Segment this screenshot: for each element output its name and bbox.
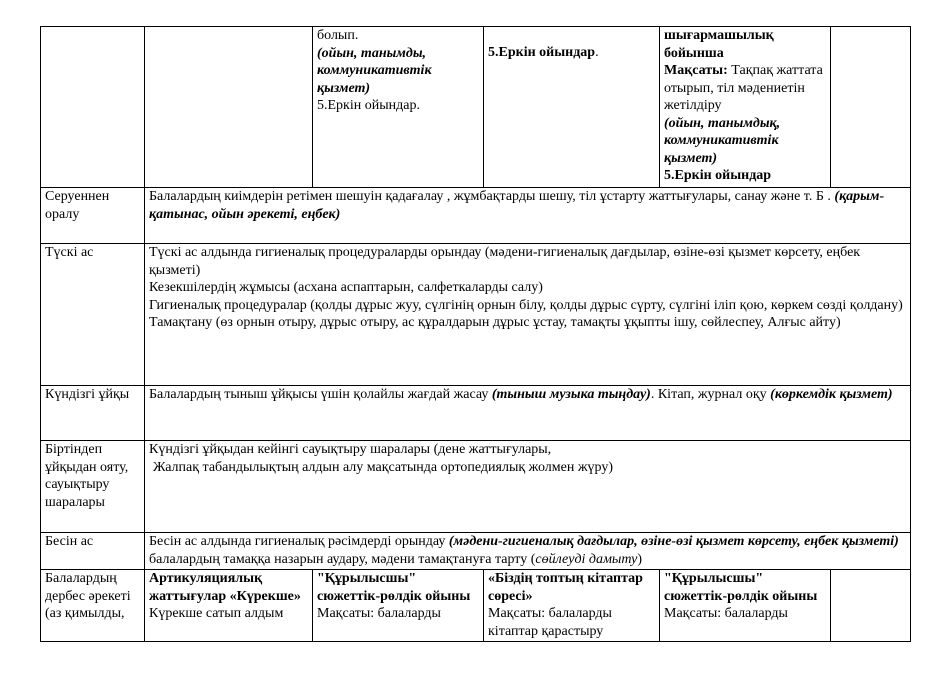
table-row-lunch xyxy=(41,244,911,386)
row-label: Біртіндеп ұйқыдан ояту, сауықтыру шаралары xyxy=(41,441,145,533)
row-content xyxy=(145,441,911,533)
cell-activity-5 xyxy=(660,570,831,642)
row-label: Түскі ас xyxy=(41,244,145,386)
cell-text: Бесін ас алдында гигиеналық рәсімдерді орындау xyxy=(149,534,449,549)
cell-text: Жалпақ табандылықтың алдын алу мақсатында ортопедиялық жолмен жүру) xyxy=(153,459,613,475)
goal-text: Тақпақ жаттата отырып, тіл мәдениетін жетілдіру xyxy=(664,63,823,113)
row-label: Серуеннен оралу xyxy=(41,188,145,244)
cell-activity-2 xyxy=(145,570,313,642)
cell-text: 5.Еркін ойындар. xyxy=(317,98,420,113)
table-row-nap xyxy=(41,386,911,441)
table-row-walk-return xyxy=(41,188,911,244)
cell-text: Тамақтану (өз орнын отыру, дұрыс отыру, ас құралдарын дұрыс ұстау, тамақты ұқыпты ішу, сөйлеспеу, Алғыс айту) xyxy=(149,315,841,330)
cell-activity-3 xyxy=(313,27,484,188)
activity-type: (ойын, танымды, коммуникативтік қызмет) xyxy=(317,45,432,96)
cell-text: Мақсаты: балаларды xyxy=(664,606,788,621)
activity-type: (көркемдік қызмет) xyxy=(770,387,893,402)
cell-text: болып. xyxy=(317,28,359,43)
row-content xyxy=(145,188,911,244)
cell-empty xyxy=(831,27,911,188)
cell-text: Күндізгі ұйқыдан кейінгі сауықтыру шаралары (дене жаттығулары, xyxy=(149,442,552,457)
activity-type: (ойын, танымдық, коммуникативтік қызмет) xyxy=(664,115,781,166)
cell-activity-5 xyxy=(660,27,831,188)
activity-type: сөйлеуді дамыту xyxy=(535,551,638,567)
cell-empty xyxy=(41,27,145,188)
cell-text: Балалардың тыныш ұйқысы үшін қолайлы жағдай жасау xyxy=(149,387,492,402)
free-games-heading: 5.Еркін ойындар xyxy=(488,45,596,60)
goal-label: Мақсаты: xyxy=(664,63,728,78)
cell-text: . Кітап, журнал оқу xyxy=(650,387,771,402)
cell-text: . xyxy=(595,45,599,60)
cell-heading: Артикуляциялық жаттығулар «Күрекше» xyxy=(149,571,301,604)
cell-empty xyxy=(831,570,911,642)
activity-type: (қарым-қатынас, ойын әрекеті, еңбек) xyxy=(149,189,885,222)
cell-activity-4 xyxy=(484,27,660,188)
cell-heading: "Құрылысшы" сюжеттік-рөлдік ойыны xyxy=(317,571,471,604)
cell-text: Мақсаты: балаларды кітаптар қарастыру xyxy=(488,606,612,639)
cell-empty xyxy=(145,27,313,188)
row-label: Балалардың дербес әрекеті (аз қимылды, xyxy=(41,570,145,642)
activity-type: (тыныш музыка тыңдау) xyxy=(491,387,651,402)
cell-text: балалардың тамаққа назарын аудару, мәдени тамақтануға тарту ( xyxy=(149,551,536,567)
cell-text: Кезекшілердің жұмысы (асхана аспаптарын, салфеткаларды салу) xyxy=(149,280,543,295)
row-content xyxy=(145,533,911,570)
cell-text: ) xyxy=(637,551,643,567)
free-games-heading: 5.Еркін ойындар xyxy=(664,168,772,183)
cell-heading: шығармашылық бойынша xyxy=(664,28,774,61)
cell-text: Гигиеналық процедуралар (қолды дұрыс жуу, сүлгінің орнын білу, қолды дұрыс сүрту, сүлгіні іліп қою, көркем сөзді қолдану) xyxy=(149,297,903,313)
table-row-snack xyxy=(41,533,911,570)
table-row-wake-up xyxy=(41,441,911,533)
schedule-table xyxy=(40,26,911,642)
table-row-independent-activity xyxy=(41,570,911,642)
cell-activity-3 xyxy=(313,570,484,642)
cell-text: Күрекше сатып алдым xyxy=(149,606,284,621)
table-row-activities-continued xyxy=(41,27,911,188)
row-content xyxy=(145,386,911,441)
cell-text: Түскі ас алдында гигиеналық процедураларды орындау (мәдени-гигиеналық дағдылар, өзіне-өзі қызмет көрсету, еңбек қызметі) xyxy=(149,245,861,278)
row-label: Бесін ас xyxy=(41,533,145,570)
cell-heading: "Құрылысшы" сюжеттік-рөлдік ойыны xyxy=(664,571,818,604)
cell-text: Мақсаты: балаларды xyxy=(317,606,441,621)
cell-activity-4 xyxy=(484,570,660,642)
cell-text: Балалардың киімдерін ретімен шешуін қадағалау , жұмбақтарды шешу, тіл ұстарту жаттығулары, санау және т. Б . xyxy=(149,189,835,204)
row-content xyxy=(145,244,911,386)
activity-type: (мәдени-гигиеналық дағдылар, өзіне-өзі қызмет көрсету, еңбек қызметі) xyxy=(448,534,899,549)
cell-heading: «Біздің топтың кітаптар сөресі» xyxy=(488,571,643,604)
row-label: Күндізгі ұйқы xyxy=(41,386,145,441)
